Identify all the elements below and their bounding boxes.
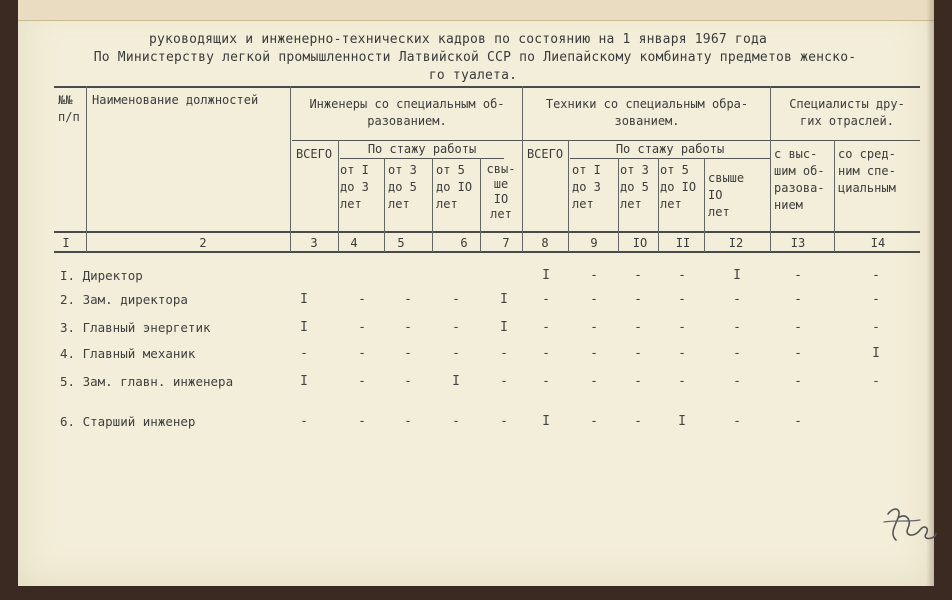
title-line-3: го туалета. [428, 68, 518, 83]
column-number: I3 [790, 236, 806, 250]
table-cell: - [678, 320, 686, 335]
table-cell: - [678, 268, 686, 283]
table-cell: - [678, 292, 686, 307]
table-cell: - [794, 320, 802, 335]
header-num: №№ п/п [58, 93, 80, 124]
table-cell: I [452, 374, 460, 389]
table-cell: - [590, 320, 598, 335]
table-cell: I [542, 268, 550, 283]
header-position-name: Наименование должностей [92, 93, 259, 107]
table-cell: - [733, 374, 741, 389]
vline-3 [338, 140, 339, 252]
table-cell: - [358, 320, 366, 335]
table-cell: - [500, 374, 508, 389]
table-cell: - [634, 268, 642, 283]
title-line-1: руководящих и инженерно-технических кадров по состоянию на 1 января 1967 года [148, 32, 768, 47]
table-cell: - [733, 320, 741, 335]
table-top-rule [54, 86, 920, 88]
document-sheet [18, 0, 934, 586]
table-cell: - [452, 346, 460, 361]
tech-exp-rule [570, 158, 770, 159]
table-cell: - [404, 320, 412, 335]
column-number: 6 [460, 236, 468, 250]
table-cell: I [300, 292, 308, 307]
table-cell: - [872, 374, 880, 389]
colnum-bottom-rule [54, 251, 920, 253]
header-technicians: Техники со специальным обра- зованием. [545, 97, 749, 128]
table-cell: - [872, 268, 880, 283]
table-cell: I [542, 414, 550, 429]
table-cell: - [452, 320, 460, 335]
table-cell: - [590, 292, 598, 307]
column-number: II [675, 236, 691, 250]
table-cell: - [404, 346, 412, 361]
header-secondary-education: со сред- ним спе- циальным [838, 147, 896, 195]
table-cell: - [634, 346, 642, 361]
table-cell: - [634, 320, 642, 335]
column-number: 7 [502, 236, 510, 250]
table-cell: - [500, 346, 508, 361]
table-cell: - [872, 320, 880, 335]
vline-5 [432, 158, 433, 252]
vline-4 [384, 158, 385, 252]
vline-13 [834, 140, 835, 252]
header-eng-total: ВСЕГО [295, 147, 333, 161]
row-label-chief-mechanic: 4. Главный механик [60, 346, 196, 361]
table-cell: - [733, 346, 741, 361]
column-number: 8 [541, 236, 549, 250]
header-tech-total: ВСЕГО [526, 147, 564, 161]
header-eng-by-experience: По стажу работы [367, 142, 477, 156]
table-cell: - [794, 346, 802, 361]
header-higher-education: с выс- шим об- разова- нием [774, 147, 825, 212]
table-cell: - [358, 346, 366, 361]
vline-2 [290, 86, 291, 252]
column-number: IO [632, 236, 648, 250]
vline-9 [618, 158, 619, 252]
table-cell: - [794, 374, 802, 389]
table-cell: - [590, 374, 598, 389]
row-label-deputy-director: 2. Зам. директора [60, 292, 188, 307]
header-tech-exp-1-3: от I до 3 лет [572, 163, 601, 211]
header-eng-exp-3-5: от 3 до 5 лет [388, 163, 417, 211]
table-cell: - [300, 414, 308, 429]
table-cell: - [358, 292, 366, 307]
header-eng-exp-1-3: от I до 3 лет [340, 163, 369, 211]
header-engineers: Инженеры со специальным об- разованием. [309, 97, 505, 128]
table-cell: I [500, 320, 508, 335]
table-cell: - [590, 414, 598, 429]
column-number: 5 [397, 236, 405, 250]
column-number: I2 [728, 236, 744, 250]
table-cell: I [678, 414, 686, 429]
column-number: 3 [310, 236, 318, 250]
table-cell: - [542, 346, 550, 361]
row-label-chief-power-engineer: 3. Главный энергетик [60, 320, 211, 335]
table-cell: - [542, 292, 550, 307]
table-cell: - [678, 346, 686, 361]
table-cell: - [678, 374, 686, 389]
vline-11 [704, 158, 705, 252]
row-label-director: I. Директор [60, 268, 143, 283]
title-line-2: По Министерству легкой промышленности Латвийской ССР по Лиепайскому комбинату предметов женско- [93, 50, 857, 65]
table-cell: - [634, 374, 642, 389]
table-cell: - [358, 414, 366, 429]
header-tech-exp-3-5: от 3 до 5 лет [620, 163, 649, 211]
row-label-senior-engineer: 6. Старший инженер [60, 414, 196, 429]
table-cell: - [358, 374, 366, 389]
table-cell: I [300, 374, 308, 389]
header-eng-exp-10-plus: свы- ше IO лет [486, 162, 516, 221]
column-number: I [62, 236, 70, 250]
vline-10 [658, 158, 659, 252]
vline-12 [770, 86, 771, 252]
table-cell: - [872, 292, 880, 307]
column-number: 9 [590, 236, 598, 250]
header-tech-exp-10-plus: свыше IO лет [708, 171, 745, 219]
table-cell: - [590, 346, 598, 361]
table-cell: - [733, 292, 741, 307]
table-cell: - [590, 268, 598, 283]
table-cell: - [794, 268, 802, 283]
column-number: 2 [199, 236, 207, 250]
table-cell: I [500, 292, 508, 307]
table-cell: - [542, 320, 550, 335]
vline-1 [86, 86, 87, 252]
table-cell: I [733, 268, 741, 283]
page-edge-shadow [926, 0, 934, 586]
vline-7 [522, 86, 523, 252]
table-cell: - [733, 414, 741, 429]
handwritten-signature [880, 500, 940, 550]
table-cell: - [452, 414, 460, 429]
vline-8 [568, 140, 569, 252]
header-eng-exp-5-10: от 5 до IO лет [436, 163, 473, 211]
table-cell: - [300, 346, 308, 361]
table-cell: - [404, 292, 412, 307]
table-cell: I [872, 346, 880, 361]
table-cell: - [542, 374, 550, 389]
header-bottom-rule [54, 231, 920, 233]
table-cell: - [500, 414, 508, 429]
column-number: 4 [350, 236, 358, 250]
table-cell: - [794, 292, 802, 307]
table-cell: - [634, 414, 642, 429]
column-number: I4 [870, 236, 886, 250]
header-specialists: Специалисты дру- гих отраслей. [789, 97, 905, 128]
table-cell: - [404, 374, 412, 389]
row-label-deputy-chief-engineer: 5. Зам. главн. инженера [60, 374, 234, 389]
table-cell: - [404, 414, 412, 429]
table-cell: - [634, 292, 642, 307]
table-cell: - [794, 414, 802, 429]
table-cell: - [452, 292, 460, 307]
overlapping-page-strip [18, 0, 934, 21]
header-tech-exp-5-10: от 5 до IO лет [660, 163, 697, 211]
header-tech-by-experience: По стажу работы [615, 142, 725, 156]
table-cell: I [300, 320, 308, 335]
